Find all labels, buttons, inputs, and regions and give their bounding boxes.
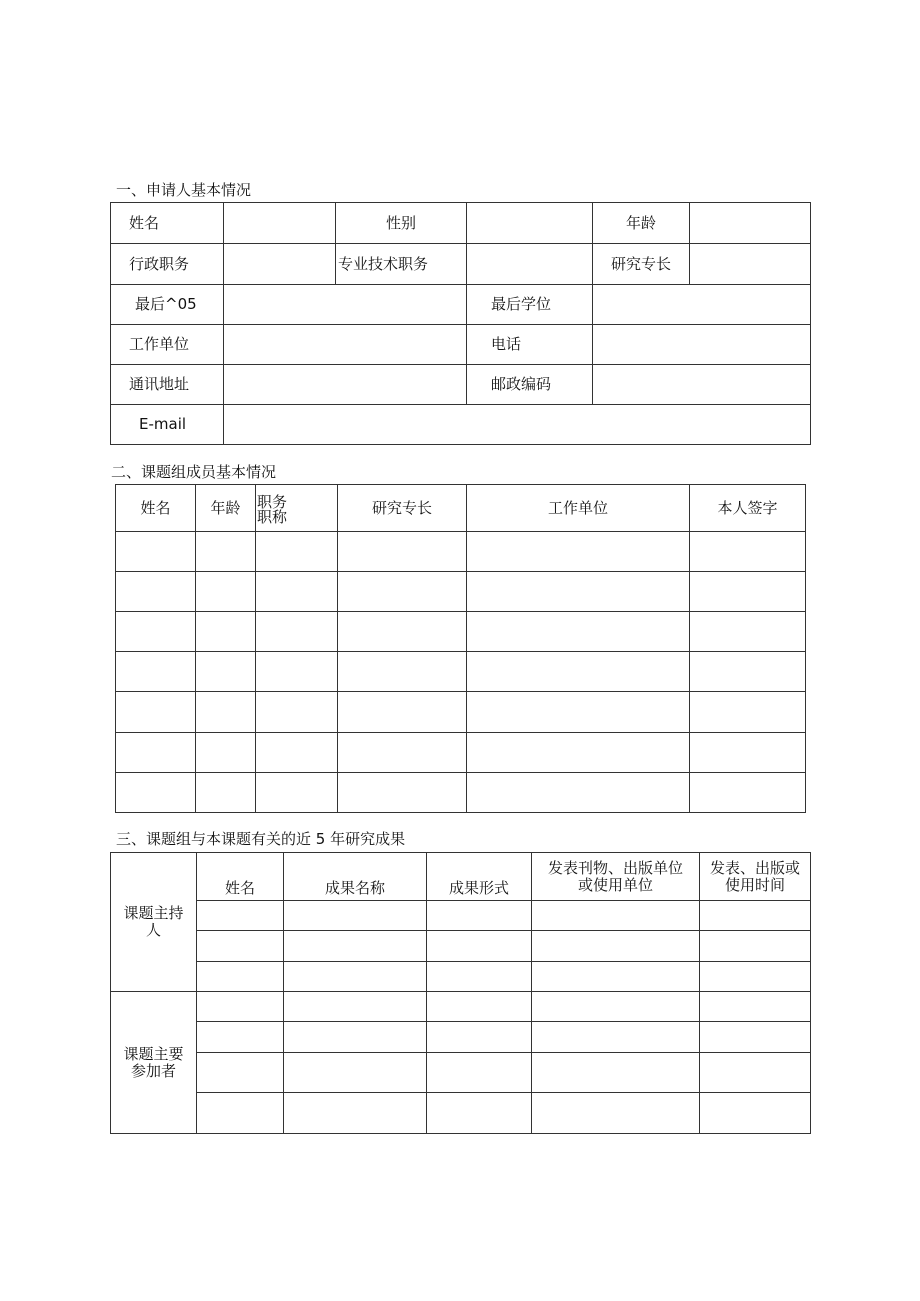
label-expertise: 研究专长: [593, 244, 690, 285]
label-tech-position: 专业技术职务: [336, 244, 467, 285]
table-row: [111, 992, 811, 1022]
input-gender[interactable]: [467, 203, 593, 244]
table-row: [111, 901, 811, 931]
col-publish-unit-line2: 或使用单位: [577, 875, 653, 894]
table-row: [116, 652, 806, 692]
row-participants: [111, 992, 197, 1134]
input-age[interactable]: [690, 203, 811, 244]
col-publish-time-line2: 使用时间: [724, 875, 785, 894]
col-author: 姓名: [197, 853, 284, 901]
input-address[interactable]: [224, 365, 467, 405]
input-email[interactable]: [224, 405, 811, 445]
row-participants-line2: 参加者: [130, 1061, 176, 1080]
input-last-education[interactable]: [224, 285, 467, 325]
table-row: [116, 612, 806, 652]
label-address: 通讯地址: [111, 365, 224, 405]
col-signature: 本人签字: [690, 485, 806, 532]
input-last-degree[interactable]: [593, 285, 811, 325]
input-phone[interactable]: [593, 325, 811, 365]
table-row: [116, 532, 806, 572]
label-postcode: 邮政编码: [467, 365, 593, 405]
col-position-line2: 职称: [257, 508, 288, 526]
table-row: [116, 733, 806, 773]
achievements-table: [110, 852, 811, 1134]
col-publish-time: [700, 853, 811, 901]
col-publish-unit-line1: 发表刊物、出版单位: [547, 858, 683, 877]
label-work-unit: 工作单位: [111, 325, 224, 365]
section2-heading: 二、课题组成员基本情况: [111, 463, 277, 481]
col-age: 年龄: [196, 485, 256, 532]
table-row: [116, 572, 806, 612]
row-participants-line1: 课题主要: [123, 1044, 184, 1063]
row-host-line2: 人: [145, 921, 161, 939]
label-age: 年龄: [593, 203, 690, 244]
applicant-info-table: [110, 202, 811, 445]
table-row: [111, 1053, 811, 1093]
table-row: [111, 962, 811, 992]
col-publish-unit: [532, 853, 700, 901]
col-work-unit: 工作单位: [467, 485, 690, 532]
row-host-line1: 课题主持: [123, 904, 184, 922]
table-row: [111, 1022, 811, 1053]
row-host: [111, 853, 197, 992]
label-last-degree-garbled: 最后^05: [111, 285, 224, 325]
table-row: [111, 931, 811, 962]
col-expertise: 研究专长: [338, 485, 467, 532]
label-phone: 电话: [467, 325, 593, 365]
table-row: [116, 692, 806, 733]
input-postcode[interactable]: [593, 365, 811, 405]
input-admin-position[interactable]: [224, 244, 336, 285]
input-work-unit[interactable]: [224, 325, 467, 365]
label-gender: 性别: [336, 203, 467, 244]
table-row: [116, 773, 806, 813]
section3-heading: 三、课题组与本课题有关的近 5 年研究成果: [116, 830, 406, 848]
label-admin-position: 行政职务: [111, 244, 224, 285]
input-tech-position[interactable]: [467, 244, 593, 285]
col-position-line1: 职务: [257, 493, 288, 511]
label-email: E-mail: [111, 405, 224, 445]
input-expertise[interactable]: [690, 244, 811, 285]
label-last-degree: 最后学位: [467, 285, 593, 325]
col-result-name: 成果名称: [284, 853, 427, 901]
table-row: [111, 1093, 811, 1134]
col-publish-time-line1: 发表、出版或: [709, 858, 800, 877]
members-table: [115, 484, 806, 813]
col-result-form: 成果形式: [427, 853, 532, 901]
label-name: 姓名: [111, 203, 224, 244]
section1-heading: 一、申请人基本情况: [116, 181, 252, 199]
input-name[interactable]: [224, 203, 336, 244]
col-position: [256, 485, 338, 532]
col-name: 姓名: [116, 485, 196, 532]
